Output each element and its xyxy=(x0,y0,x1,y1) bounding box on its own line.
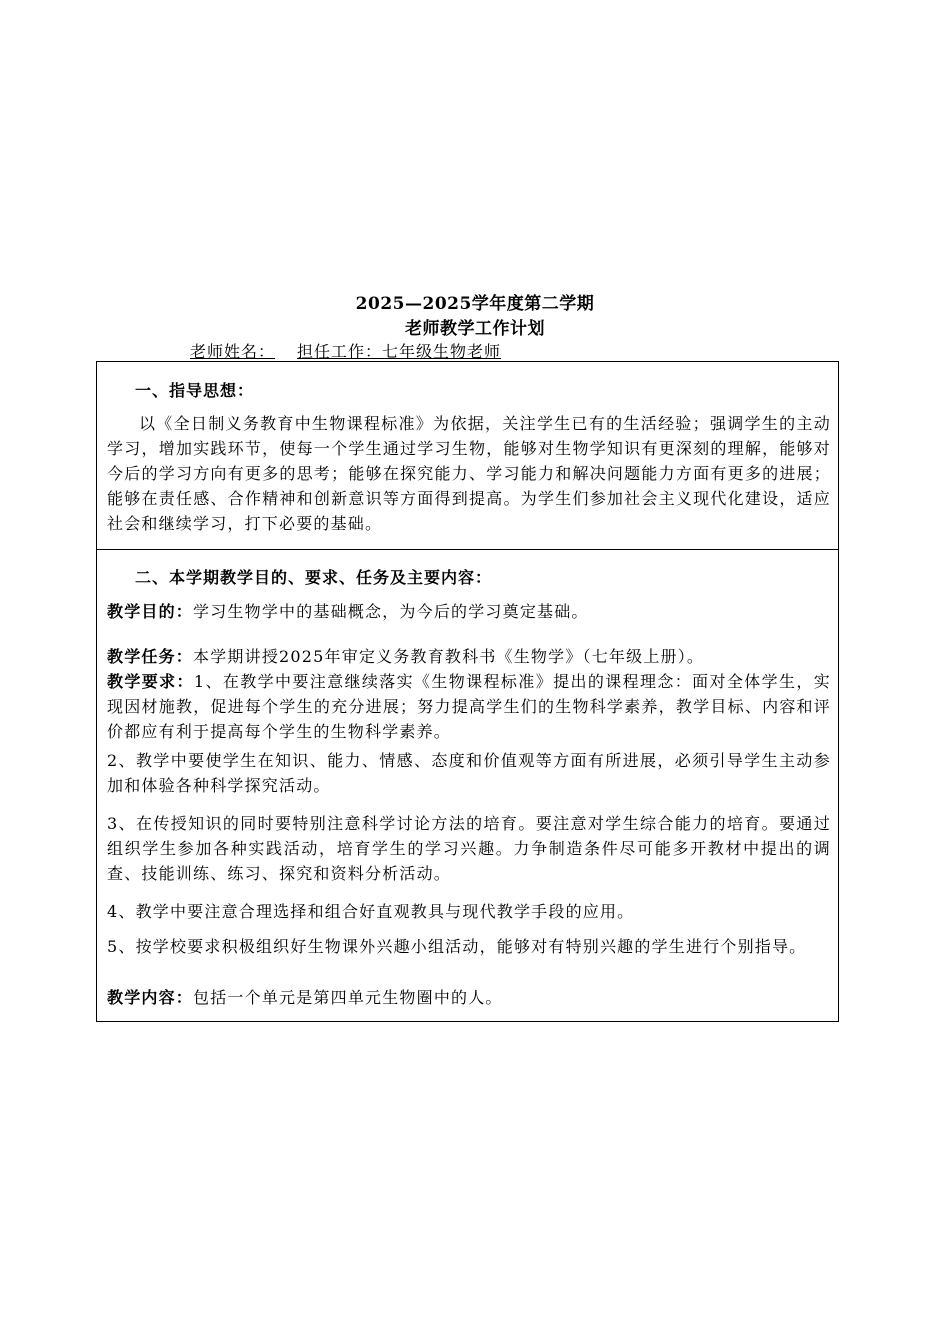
requirement-item-4: 4、教学中要注意合理选择和组合好直观教具与现代教学手段的应用。 xyxy=(107,902,635,921)
section-heading-teaching-goals: 二、本学期教学目的、要求、任务及主要内容： xyxy=(135,568,493,587)
section-heading-guiding-ideology: 一、指导思想： xyxy=(135,381,255,400)
guiding-ideology-text: 以《全日制义务教育中生物课程标准》为依据，关注学生已有的生活经验；强调学生的主动学习，增加实践环节，使每一个学生通过学习生物，能够对生物学知识有更深刻的理解，能够对今后的学习方向有更多的思考；能够在探究能力、学习能力和解决问题能力方面有更多的进展；能够在责任感、合作精神和创新意识等方面得到提高。为学生们参加社会主义现代化建设，适应社会和继续学习，打下必要的基础。 xyxy=(107,414,831,533)
teacher-info-line xyxy=(190,339,501,362)
teaching-content-text: 包括一个单元是第四单元生物圈中的人。 xyxy=(193,988,503,1007)
teaching-purpose-label: 教学目的： xyxy=(107,602,194,621)
document-title: 2025—2025学年度第二学期 xyxy=(355,294,595,314)
teaching-content-label: 教学内容： xyxy=(107,988,194,1007)
teaching-purpose-paragraph xyxy=(107,599,831,624)
teaching-task-text: 本学期讲授2025年审定义务教育教科书《生物学》（七年级上册）。 xyxy=(193,647,705,666)
teaching-requirement-paragraph xyxy=(107,669,831,744)
teacher-name-label: 老师姓名： xyxy=(190,342,276,361)
teaching-task-paragraph xyxy=(107,644,831,669)
teacher-assignment: 担任工作：七年级生物老师 xyxy=(297,342,502,361)
requirement-item-1: 1、在教学中要注意继续落实《生物课程标准》提出的课程理念：面对全体学生，实现因材施教，促进每个学生的充分进展；努力提高学生们的生物科学素养，教学目标、内容和评价都应有利于提高每个学生的生物科学素养。 xyxy=(107,672,831,741)
teaching-task-label: 教学任务： xyxy=(107,647,194,666)
plan-table xyxy=(96,361,839,1022)
teaching-purpose-text: 学习生物学中的基础概念，为今后的学习奠定基础。 xyxy=(193,602,589,621)
requirement-item-3: 3、在传授知识的同时要特别注意科学讨论方法的培育。要注意对学生综合能力的培育。要通过组织学生参加各种实践活动，培育学生的学习兴趣。力争制造条件尽可能多开教材中提出的调查、技能训练、练习、探究和资料分析活动。 xyxy=(107,814,831,883)
teaching-goals-section xyxy=(97,549,838,1021)
requirement-item-5: 5、按学校要求积极组织好生物课外兴趣小组活动，能够对有特别兴趣的学生进行个别指导。 xyxy=(107,937,807,956)
guiding-ideology-section xyxy=(97,362,838,550)
requirement-item-2: 2、教学中要使学生在知识、能力、情感、态度和价值观等方面有所进展，必须引导学生主动参加和体验各种科学探究活动。 xyxy=(107,751,831,795)
document-subtitle: 老师教学工作计划 xyxy=(405,319,545,339)
teaching-requirement-label: 教学要求： xyxy=(107,672,194,691)
teaching-content-paragraph xyxy=(107,985,831,1010)
